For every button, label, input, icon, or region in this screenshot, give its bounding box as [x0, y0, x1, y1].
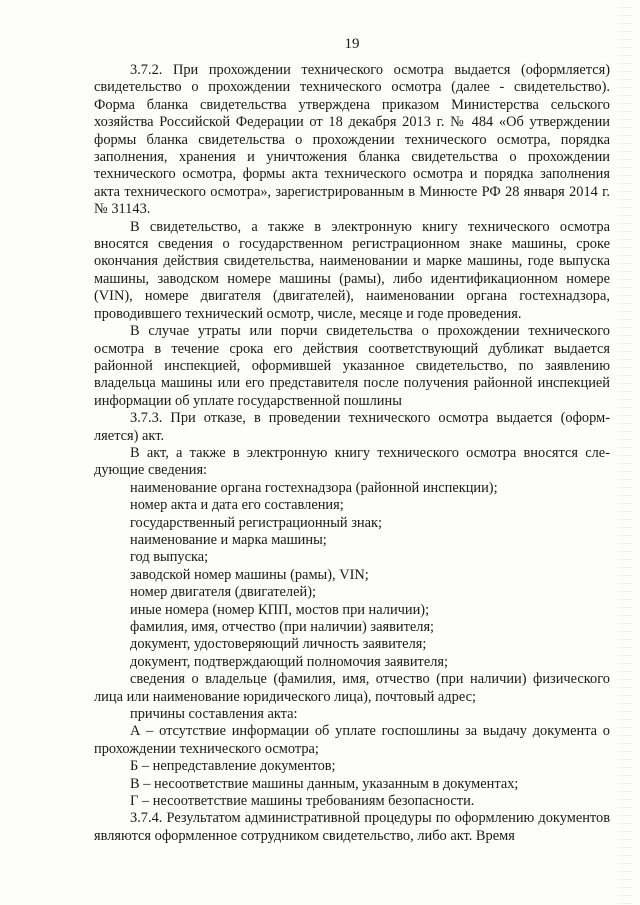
scan-edge-noise [618, 0, 632, 905]
list-item: документ, подтверждающий полномочия заявителя; [130, 653, 449, 670]
list-item: номер акта и дата его составления; [130, 497, 344, 514]
list-item: сведения о владельце (фамилия, имя, отчество (при наличии) физического лица или наименование юридического лица), почтовый адрес; [94, 671, 610, 705]
paragraph: В свидетельство, а также в электронную книгу технического осмотра вносятся сведения о государственном регистрационном знаке машины, сроке окончания действия свидетельства, наименовании и марке машины, годе выпуска машины, заводском номере машины (рамы), либо идентификационном номере (VIN), номере двигателя (двигателей), наименовании органа гостехнадзора, проводившего технический осмотр, числе, месяце и годе проведения. [94, 218, 610, 322]
paragraph: 3.7.3. При отказе, в проведении технического осмотра выдается (оформляется) акт. [94, 410, 610, 444]
list-item: фамилия, имя, отчество (при наличии) заявителя; [130, 619, 435, 635]
list-item: государственный регистрационный знак; [130, 514, 382, 531]
list-item: заводской номер машины (рамы), VIN; [130, 566, 369, 583]
list-item: Г – несоответствие машины требованиям безопасности. [130, 793, 475, 810]
list-item: наименование органа гостехнадзора (районной инспекции); [130, 479, 498, 496]
page-number: 19 [344, 36, 360, 52]
document-body [94, 62, 610, 845]
paragraph: В акт, а также в электронную книгу технического осмотра вносятся следующие сведения: [94, 444, 610, 479]
list-item: наименование и марка машины; [130, 531, 327, 548]
list-item: А – отсутствие информации об уплате госпошлины за выдачу документа о прохождении технического осмотра; [94, 723, 610, 757]
list-item: номер двигателя (двигателей); [130, 584, 316, 601]
list-item: В – несоответствие машины данным, указанным в документах; [130, 775, 519, 792]
paragraph: В случае утраты или порчи свидетельства о прохождении технического осмотра в течение срока его действия соответствующий дубликат выдается районной инспекцией, оформившей указанное свидетельство, по заявлению владельца машины или его представителя после получения районной инспекцией информации об уплате государственной пошлины [94, 323, 610, 409]
list-item: причины составления акта: [130, 706, 298, 723]
list-item: год выпуска; [130, 549, 209, 566]
paragraph: 3.7.4. Результатом административной процедуры по оформлению документов являются оформленное сотрудником свидетельство, либо акт. Время [94, 810, 610, 844]
list-item: Б – непредставление документов; [130, 758, 336, 775]
list-item: документ, удостоверяющий личность заявителя; [130, 636, 427, 653]
list-item: иные номера (номер КПП, мостов при наличии); [130, 601, 430, 618]
paragraph: 3.7.2. При прохождении технического осмотра выдается (оформляется) свидетельство о прохождении технического осмотра (далее - свидетельство). Форма бланка свидетельства утверждена приказом Министерства сельского хозяйства Российской Федерации от 18 декабря 2013 г. № 484 «Об утверждении формы бланка свидетельства о прохождении технического осмотра, порядка заполнения, хранения и уничтожения бланка свидетельства о прохождении технического осмотра, формы акта технического осмотра и порядка заполнения акта технического осмотра», зарегистрированным в Минюсте РФ 28 января 2014 г. № 31143. [94, 62, 610, 218]
